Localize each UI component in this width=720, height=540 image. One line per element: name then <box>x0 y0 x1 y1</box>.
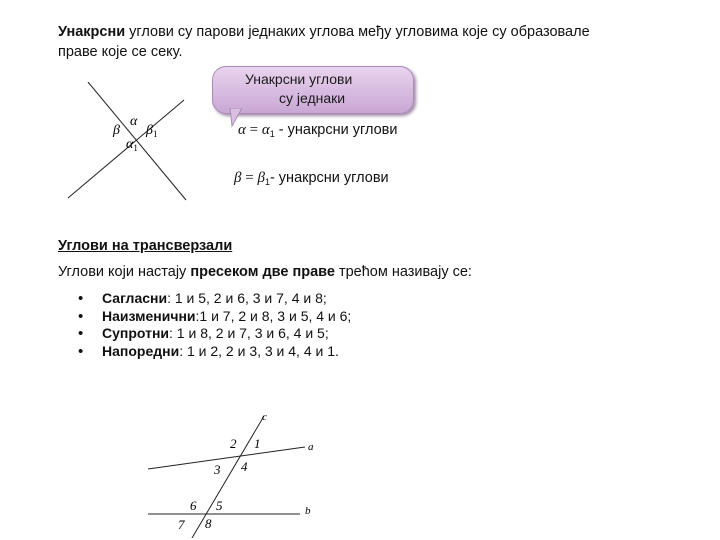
label-c: c <box>262 411 267 423</box>
angle-label-5: 5 <box>216 498 223 513</box>
angle-label-1: 1 <box>254 436 261 451</box>
equation-beta: $\beta = \beta_1-$ унакрсни углови <box>234 170 389 187</box>
list-item: • Супротни: 1 и 8, 2 и 7, 3 и 6, 4 и 5; <box>78 325 329 342</box>
list-item: • Сагласни: 1 и 5, 2 и 6, 3 и 7, 4 и 8; <box>78 290 327 307</box>
list-item: • Наизменични:1 и 7, 2 и 8, 3 и 5, 4 и 6; <box>78 307 352 325</box>
angle-label-7: 7 <box>178 517 185 532</box>
label-b: b <box>305 505 311 517</box>
angle-label-8: 8 <box>205 516 212 531</box>
vertical-angles-figure <box>58 82 198 207</box>
label-beta: β <box>113 123 120 138</box>
transversal-figure <box>140 404 340 538</box>
angle-types-list <box>76 290 351 360</box>
callout-bubble <box>212 66 414 114</box>
callout-line1: Унакрсни углови <box>245 71 353 87</box>
label-alpha: α <box>130 114 138 129</box>
bullet-dot: • <box>78 307 84 325</box>
label-a: a <box>308 441 314 453</box>
intro-line2: праве које се секу. <box>58 44 183 60</box>
angle-label-2: 2 <box>230 436 237 451</box>
angle-label-4: 4 <box>241 459 248 474</box>
line-c <box>192 416 264 538</box>
section-intro: Углови који настају пресеком две праве трећом називају се: <box>58 264 472 280</box>
bullet-dot: • <box>78 290 84 307</box>
intro-term: Унакрсни <box>58 24 126 40</box>
angle-label-3: 3 <box>214 462 221 477</box>
angle-label-6: 6 <box>190 498 197 513</box>
line-a <box>148 447 305 469</box>
callout-line2: су једнаки <box>279 90 346 106</box>
bullet-dot: • <box>78 342 84 360</box>
line-1 <box>88 82 186 200</box>
section-title: Углови на трансверзали <box>58 238 233 254</box>
intro-paragraph <box>58 22 658 62</box>
label-beta1: $\beta_1$ <box>146 123 158 139</box>
bullet-dot: • <box>78 325 84 342</box>
label-alpha1: $\alpha_1$ <box>126 137 138 153</box>
equation-alpha: $\alpha = \alpha_1$ - унакрсни углови <box>238 122 398 139</box>
list-item: • Напоредни: 1 и 2, 2 и 3, 3 и 4, 4 и 1. <box>78 342 339 360</box>
intro-line1: углови су парови једнаких углова међу угловима које су образовале <box>125 24 590 40</box>
